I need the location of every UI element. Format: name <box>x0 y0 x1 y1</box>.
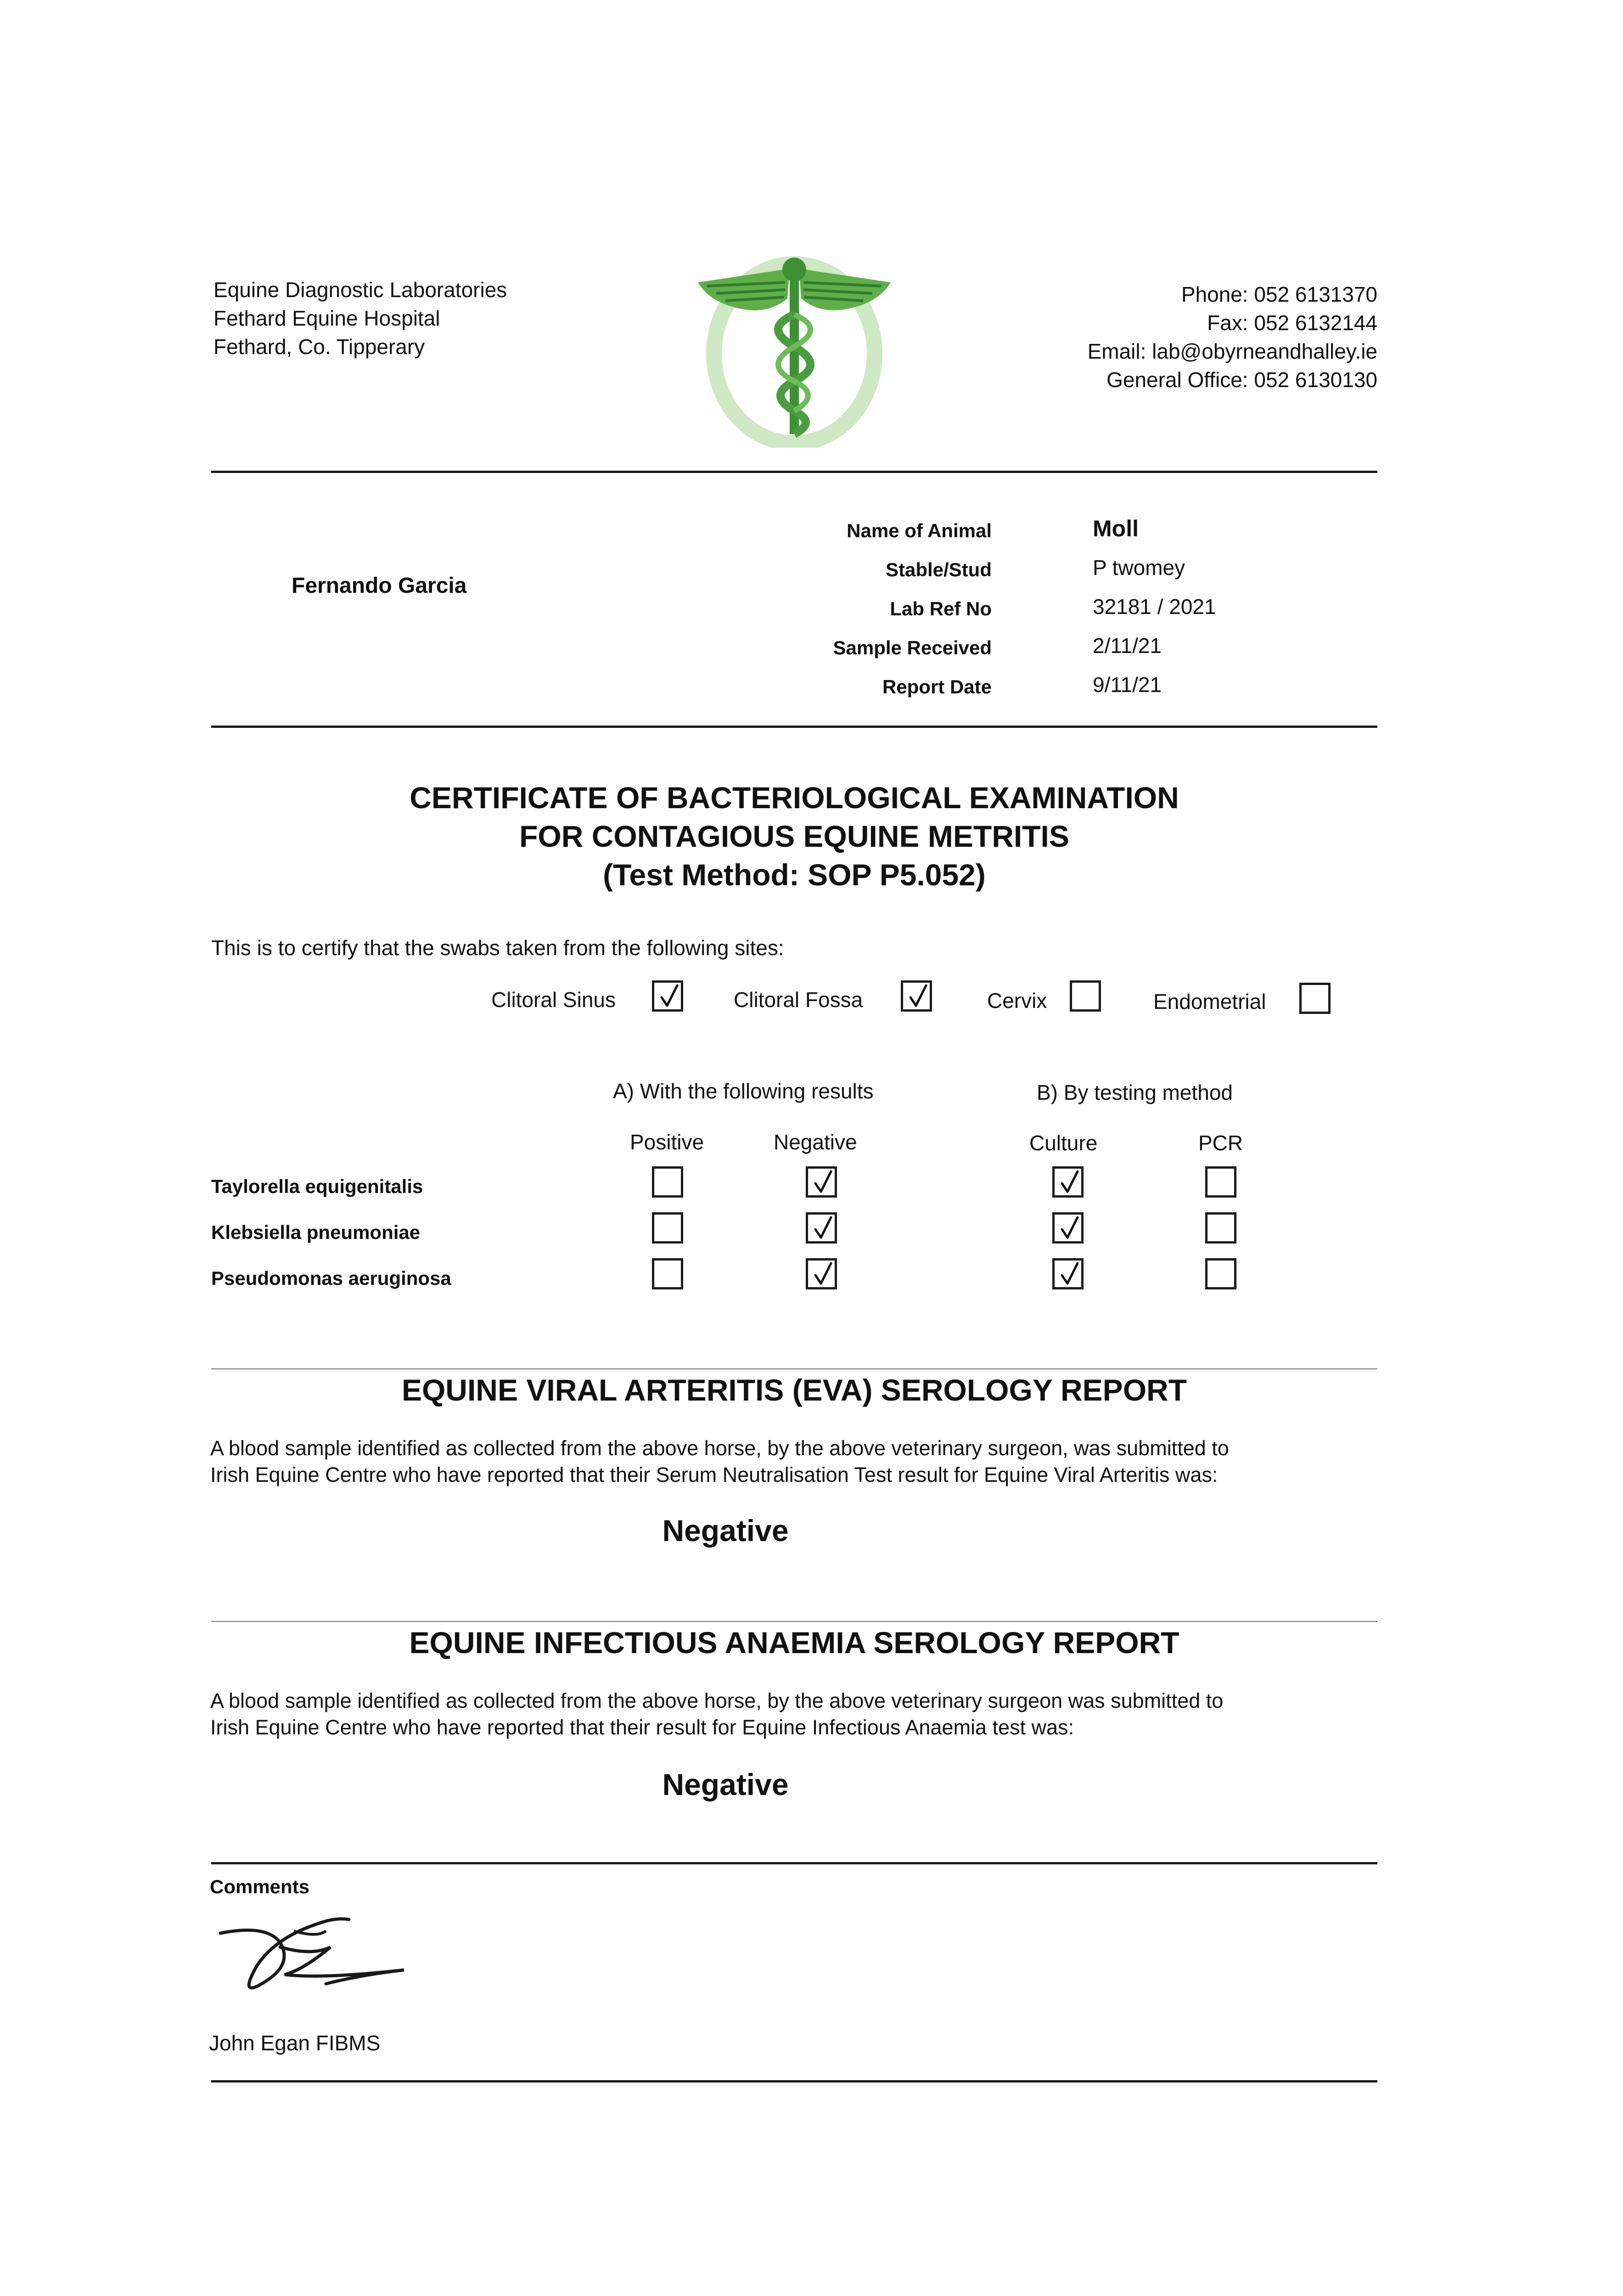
lab-address <box>213 276 507 361</box>
site-checkbox-clitoral-fossa[interactable] <box>901 980 932 1012</box>
lab-fax: Fax: 052 6132144 <box>1207 311 1377 335</box>
signature-icon <box>211 1906 413 2007</box>
eva-body-line2: Irish Equine Centre who have reported that their Serum Neutralisation Test result for Equine Viral Arteritis was: <box>210 1463 1218 1486</box>
stable-label: Stable/Stud <box>885 559 992 580</box>
divider <box>211 1368 1377 1369</box>
col-culture: Culture <box>1029 1131 1098 1155</box>
checkbox-taylorella-positive[interactable] <box>652 1166 683 1198</box>
report-date-value: 9/11/21 <box>1093 673 1162 697</box>
animal-name-label: Name of Animal <box>847 520 992 541</box>
checkbox-pseudomonas-negative[interactable] <box>806 1258 837 1289</box>
cem-title <box>211 778 1377 894</box>
checkbox-pseudomonas-culture[interactable] <box>1052 1258 1084 1289</box>
divider <box>211 1621 1377 1622</box>
eva-result: Negative <box>662 1514 789 1548</box>
divider <box>211 471 1377 473</box>
caduceus-logo-icon <box>680 255 909 448</box>
checkbox-taylorella-culture[interactable] <box>1052 1166 1084 1198</box>
divider <box>211 2080 1377 2082</box>
check-mark-icon <box>660 984 679 1009</box>
lab-office: General Office: 052 6130130 <box>1106 368 1377 392</box>
labref-value: 32181 / 2021 <box>1093 595 1216 619</box>
check-mark-icon <box>1060 1216 1079 1241</box>
comments-label: Comments <box>210 1876 310 1897</box>
checkbox-taylorella-pcr[interactable] <box>1205 1166 1236 1198</box>
cem-title-line2: FOR CONTAGIOUS EQUINE METRITIS <box>519 819 1069 853</box>
eia-body-line1: A blood sample identified as collected from the above horse, by the above veterinary surgeon was submitted to <box>210 1689 1224 1712</box>
recipient-name: Fernando Garcia <box>292 574 467 598</box>
check-mark-icon <box>814 1170 833 1195</box>
lab-email: Email: lab@obyrneandhalley.ie <box>1087 339 1377 363</box>
eia-result: Negative <box>662 1767 789 1801</box>
col-positive: Positive <box>630 1130 704 1154</box>
organism-pseudomonas: Pseudomonas aeruginosa <box>211 1267 451 1289</box>
eia-body <box>210 1688 1223 1741</box>
col-pcr: PCR <box>1198 1131 1243 1155</box>
cem-title-line3: (Test Method: SOP P5.052) <box>603 858 986 892</box>
checkbox-taylorella-negative[interactable] <box>806 1166 837 1198</box>
lab-location: Fethard, Co. Tipperary <box>213 335 425 359</box>
site-checkbox-endometrial[interactable] <box>1299 983 1331 1014</box>
lab-name: Equine Diagnostic Laboratories <box>213 278 507 302</box>
check-mark-icon <box>814 1216 833 1241</box>
site-label-clitoral-sinus: Clitoral Sinus <box>491 988 616 1012</box>
organism-klebsiella: Klebsiella pneumoniae <box>211 1221 421 1243</box>
check-mark-icon <box>909 984 928 1009</box>
eia-body-line2: Irish Equine Centre who have reported that their result for Equine Infectious Anaemia test was: <box>210 1716 1074 1739</box>
cem-title-line1: CERTIFICATE OF BACTERIOLOGICAL EXAMINATION <box>410 781 1179 815</box>
eia-title: EQUINE INFECTIOUS ANAEMIA SEROLOGY REPORT <box>409 1626 1179 1660</box>
checkbox-klebsiella-positive[interactable] <box>652 1212 683 1244</box>
checkbox-klebsiella-culture[interactable] <box>1052 1212 1084 1244</box>
col-negative: Negative <box>774 1130 857 1154</box>
eva-body-line1: A blood sample identified as collected from the above horse, by the above veterinary surgeon, was submitted to <box>210 1436 1229 1460</box>
site-checkbox-cervix[interactable] <box>1070 980 1101 1012</box>
organism-taylorella: Taylorella equigenitalis <box>211 1176 423 1197</box>
labref-label: Lab Ref No <box>890 598 992 619</box>
signatory-name: John Egan FIBMS <box>209 2031 381 2055</box>
stable-value: P twomey <box>1093 556 1185 580</box>
group-b-heading: B) By testing method <box>1037 1080 1233 1104</box>
checkbox-pseudomonas-pcr[interactable] <box>1205 1258 1236 1289</box>
divider <box>211 1862 1377 1864</box>
checkbox-pseudomonas-positive[interactable] <box>652 1258 683 1289</box>
checkbox-klebsiella-negative[interactable] <box>806 1212 837 1244</box>
divider <box>211 726 1377 728</box>
report-date-label: Report Date <box>882 676 992 698</box>
site-checkbox-clitoral-sinus[interactable] <box>652 980 683 1012</box>
checkbox-klebsiella-pcr[interactable] <box>1205 1212 1236 1244</box>
check-mark-icon <box>1060 1170 1079 1195</box>
site-label-endometrial: Endometrial <box>1153 990 1266 1013</box>
check-mark-icon <box>1060 1261 1079 1287</box>
lab-phone: Phone: 052 6131370 <box>1181 282 1377 306</box>
lab-contacts <box>1088 280 1377 394</box>
eva-title: EQUINE VIRAL ARTERITIS (EVA) SEROLOGY REPORT <box>401 1373 1187 1407</box>
received-value: 2/11/21 <box>1093 634 1162 658</box>
check-mark-icon <box>814 1261 833 1287</box>
site-label-cervix: Cervix <box>987 989 1047 1013</box>
lab-hospital: Fethard Equine Hospital <box>213 306 440 330</box>
eva-body <box>210 1435 1229 1488</box>
cem-intro: This is to certify that the swabs taken from the following sites: <box>211 936 784 960</box>
animal-name: Moll <box>1093 516 1139 541</box>
received-label: Sample Received <box>833 637 992 658</box>
group-a-heading: A) With the following results <box>613 1079 874 1103</box>
site-label-clitoral-fossa: Clitoral Fossa <box>734 988 863 1012</box>
